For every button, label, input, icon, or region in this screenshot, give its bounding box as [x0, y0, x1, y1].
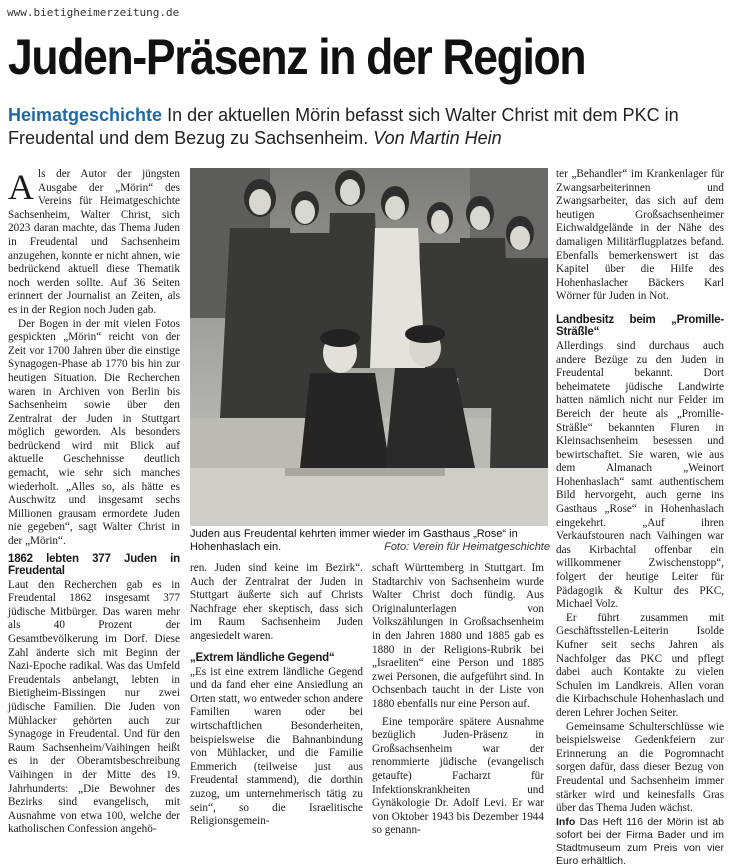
paragraph: ren. Juden sind keine im Bezirk“. Auch der Zentralrat der Juden in Stuttgart äußerte sich auf Christs Nachfrage eher skeptisch, dass sich im Raum Sachsenheim Juden angesiedelt waren.	[190, 562, 363, 642]
paragraph: Gemeinsame Schulterschlüsse wie beispielsweise Gedenkfeiern zur Erinnerung an die Pogromnacht sorgen dafür, dass dieser Bezug von Freudental und Sachsenheim immer stärker wird und keinesfalls Gras über das Thema Juden wächst.	[556, 720, 724, 815]
rubric: Heimatgeschichte	[8, 105, 163, 125]
paragraph: Laut den Recherchen gab es in Freudental 1862 insgesamt 377 jüdische Mitbürger. Das waren mehr als 40 Prozent der Gesamtbevölkerung im Dorf. Diese Zahl änderte sich mit Beginn der Nazi-Epoche radikal. Was das Umfeld Freudentals anbelangt, lebten in Bietigheim-Bissingen nur zwei jüdische Familien. Die Juden von Mühlacker gehörten auch zur Synagoge in Freudental. Und für den Raum Sachsenheim/Vaihingen heißt es in der Oberamtsbeschreibung Vaihingen in der Mitte des 19. Jahrhunderts: „Die Bewohner des Bezirks sind evangelisch, mit Ausnahme von etwa 100, welche der katholischen Confession angehö-	[8, 578, 180, 836]
paragraph: ter „Behandler“ im Krankenlager für Zwangsarbeiterinnen und Zwangsarbeiter, das sich auf dem heutigen Großsachsenheimer Eichwaldgelände in der Nähe des damaligen Militärflugplatzes befand. Ebenfalls bemerkenswert ist das Kapitel über die Hilfe des Hohenhaslacher Bäckers Karl Wörner für Juden in Not.	[556, 168, 724, 303]
paragraph: Der Bogen in der mit vielen Fotos gespickten „Mörin“ reicht von der Zeit vor 1700 Jahren über die einstige Synagogen-Phase ab 1770 bis hin zur heutigen Situation. Die Recherchen waren in Archiven von Berlin bis Sachsenheim sowie über den Zentralrat der Juden in Stuttgart möglich geworden. Als besonders bedrückend wird mit Blick auf aktuelle Geschehnisse deutlich gemacht, wie sehr sich manches wiederholt. „Alles so, als hätte es Auschwitz und insgesamt sechs Millionen grausam ermordete Juden nie gegeben“, sagt Walter Christ in der „Mörin“.	[8, 317, 180, 548]
drop-cap: A	[8, 167, 34, 207]
historic-group-photo	[190, 168, 548, 526]
info-box	[556, 816, 724, 868]
photo-credit: Foto: Verein für Heimatgeschichte	[384, 541, 550, 553]
headline: Juden-Präsenz in der Region	[8, 29, 586, 85]
paragraph-text: ls der Autor der jüngsten Ausgabe der „Mörin“ des Vereins für Heimatgeschichte Sachsenheim, Walter Christ, sich 2023 daran machte, das Thema Juden in Freudental und Sachsenheim anzugehen, konnte er nicht ahnen, wie bedrückend aktuell diese Thematik noch werden sollte. Auf 36 Seiten erinnert der Journalist an Zeiten, als es in der Region noch Juden gab.	[8, 168, 180, 316]
paragraph: „Es ist eine extrem ländliche Gegend und da fand eher eine Ansiedlung an Orten statt, wo entweder schon andere Familien waren oder bei wirtschaftlichen Besonderheiten, beispielsweise die Bahnanbindung von Mühlacker, und die Familie Emmerich (teilweise just aus Freudental stammend), die dorthin zuzog, um unternehmerisch tätig zu sein“, so die Israelitische Religionsgemein-	[190, 665, 363, 828]
site-url: www.bietigheimerzeitung.de	[7, 6, 180, 19]
deck-text: In der aktuellen Mörin befasst sich Walter Christ mit dem PKC in Freudental und dem Bezug zu Sachsenheim.	[8, 105, 679, 148]
byline: Von Martin Hein	[373, 128, 502, 148]
paragraph: Allerdings sind durchaus auch andere Bezüge zu den Juden in Freudental bekannt. Dort beheimatete jüdische Landwirte hatten nämlich nicht nur Felder im Bereich der heute als „Promille-Sträßle“ bekannten Fluren in Kleinsachsenheim besessen und bewirtschaftet. Sie waren, wie aus dem Almanach „Weinort Hohenhaslach“ samt authentischem Bild hervorgeht, auch gerne ins Gasthaus „Rose“ in Hohenhaslach eingekehrt. „Auf ihren Verkaufstouren nach Vaihingen war das Kirbachtal offenbar ein willkommener Zwischenstopp“, folgert der heutige Leiter für Pädagogik & Kultur des PKC, Michael Volz.	[556, 339, 724, 611]
info-label: Info	[556, 815, 576, 828]
paragraph	[8, 168, 180, 318]
column-4	[556, 168, 724, 868]
paragraph: Eine temporäre spätere Ausnahme bezüglich Juden-Präsenz in Großsachsenheim war der renommierte jüdische (evangelisch getaufte) Facharzt für Infektionskrankheiten und Gynäkologie Dr. Adolf Levi. Er war von Oktober 1943 bis Dezember 1944 so genann-	[372, 715, 544, 837]
photo-caption	[190, 528, 550, 554]
column-2	[190, 562, 363, 829]
subheading: „Extrem ländliche Gegend“	[190, 651, 335, 664]
paragraph: schaft Württemberg in Stuttgart. Im Stadtarchiv von Sachsenheim wurde Walter Christ doch fündig. Aus Originalunterlagen von Volkszählungen in Großsachsenheim in den Jahren 1880 und 1885 gab es 1880 in der Religions-Rubrik bei „Israeliten“ eine Person und 1885 zwei Personen, die aufgeführt sind. In Ochsenbach taucht in der Liste von 1880 ebenfalls nur eine Person auf.	[372, 562, 544, 710]
subheading: Landbesitz beim „Promille-Sträßle“	[556, 313, 724, 338]
subheading: 1862 lebten 377 Juden in Freudental	[8, 552, 180, 577]
column-3	[372, 562, 544, 838]
caption-text: Juden aus Freudental kehrten immer wieder im Gasthaus „Rose“ in Hohenhaslach ein.	[190, 528, 518, 553]
group-photo-icon	[190, 168, 548, 526]
paragraph: Er führt zusammen mit Geschäftsstellen-Leiterin Isolde Kufner seit sechs Jahren als Nachfolger das PKC und pflegt dabei auch Kontakte zu vielen Schulen im Landkreis. Allen voran die Kirbachschule Hohenhaslach und deren Lehrer Jochen Seiter.	[556, 611, 724, 719]
article-deck	[8, 104, 724, 150]
column-1	[8, 168, 180, 837]
info-text: Das Heft 116 der Mörin ist ab sofort bei der Firma Bader und im Stadtmuseum zum Preis von vier Euro erhältlich.	[556, 815, 724, 867]
